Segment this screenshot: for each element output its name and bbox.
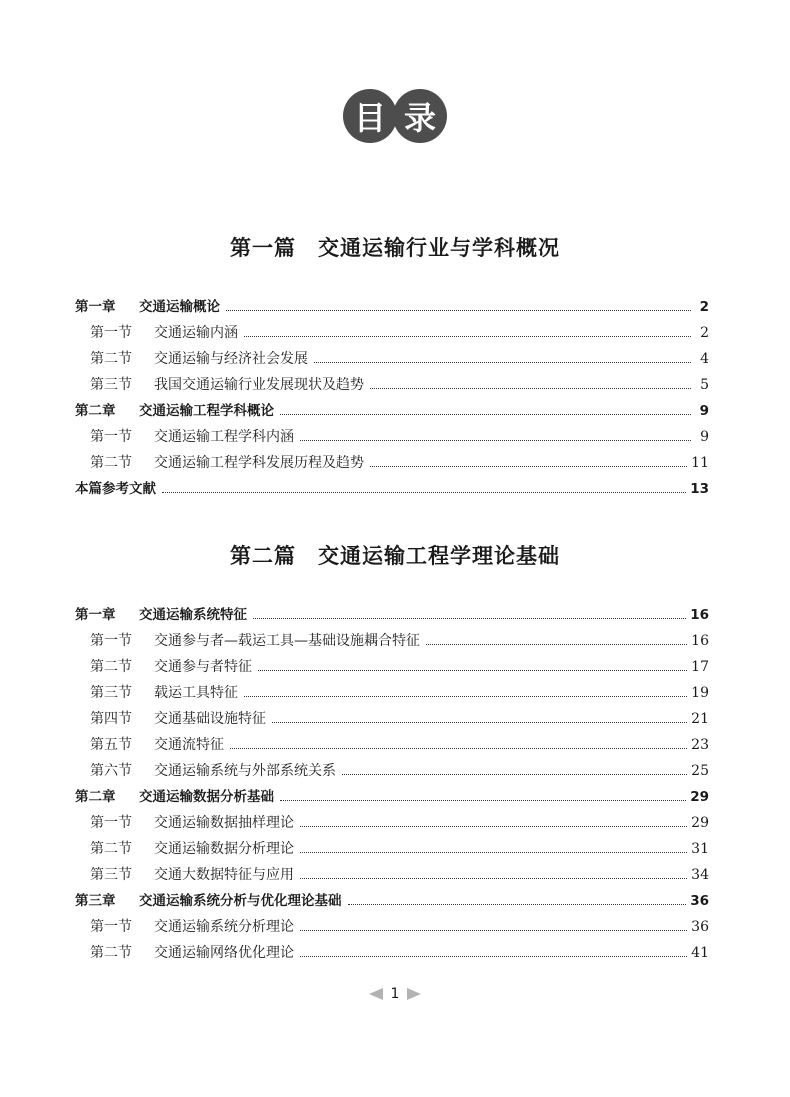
entry-title: 本篇参考文献 xyxy=(75,481,156,497)
entry-number: 第三章 xyxy=(75,893,116,909)
toc-chapter-entry[interactable] xyxy=(75,294,709,320)
entry-number: 第三节 xyxy=(90,867,132,883)
toc-section-entry[interactable] xyxy=(75,654,709,680)
entry-number: 第三节 xyxy=(90,685,132,701)
dot-leader xyxy=(300,930,687,931)
entry-page-number: 9 xyxy=(700,429,709,445)
entry-title: 交通流特征 xyxy=(154,737,224,753)
entry-title: 交通运输网络优化理论 xyxy=(154,945,294,961)
entry-number: 第一节 xyxy=(90,919,132,935)
entry-page-number: 16 xyxy=(690,607,709,623)
dot-leader xyxy=(230,748,687,749)
entry-title: 交通运输系统与外部系统关系 xyxy=(154,763,336,779)
entry-title: 交通运输工程学科概论 xyxy=(139,403,274,419)
entry-title: 交通运输工程学科内涵 xyxy=(154,429,294,445)
entry-number: 第一节 xyxy=(90,325,132,341)
entry-page-number: 9 xyxy=(699,403,709,419)
dot-leader xyxy=(253,618,686,619)
entry-number: 第二章 xyxy=(75,789,116,805)
title-char-2: 录 xyxy=(393,89,447,143)
triangle-left-icon xyxy=(369,988,383,1000)
part-number: 第一篇 xyxy=(230,235,296,260)
part-heading-2 xyxy=(0,540,790,570)
entry-number: 第一节 xyxy=(90,633,132,649)
dot-leader xyxy=(258,670,687,671)
part-name: 交通运输工程学理论基础 xyxy=(318,543,560,568)
toc-section-entry[interactable] xyxy=(75,372,709,398)
toc-section-entry[interactable] xyxy=(75,836,709,862)
entry-number: 第二节 xyxy=(90,455,132,471)
toc-section-entry[interactable] xyxy=(75,758,709,784)
entry-number: 第六节 xyxy=(90,763,132,779)
entry-number: 第二节 xyxy=(90,659,132,675)
toc-section-entry[interactable] xyxy=(75,732,709,758)
entry-number: 第一节 xyxy=(90,815,132,831)
entry-number: 第三节 xyxy=(90,377,132,393)
entry-title: 交通运输系统特征 xyxy=(139,607,247,623)
entry-title: 载运工具特征 xyxy=(154,685,238,701)
dot-leader xyxy=(300,956,687,957)
dot-leader xyxy=(300,826,687,827)
entry-title: 交通运输数据分析理论 xyxy=(154,841,294,857)
part-heading-1 xyxy=(0,232,790,262)
entry-title: 交通运输系统分析理论 xyxy=(154,919,294,935)
dot-leader xyxy=(370,466,687,467)
toc-section-entry[interactable] xyxy=(75,706,709,732)
toc-section-entry[interactable] xyxy=(75,450,709,476)
entry-page-number: 5 xyxy=(700,377,709,393)
dot-leader xyxy=(244,696,687,697)
entry-page-number: 31 xyxy=(691,841,709,857)
dot-leader xyxy=(300,878,687,879)
dot-leader xyxy=(162,492,686,493)
entry-page-number: 19 xyxy=(691,685,709,701)
entry-title: 交通基础设施特征 xyxy=(154,711,266,727)
dot-leader xyxy=(272,722,687,723)
part-name: 交通运输行业与学科概况 xyxy=(318,235,560,260)
entry-page-number: 2 xyxy=(699,299,709,315)
entry-number: 第二章 xyxy=(75,403,116,419)
entry-page-number: 36 xyxy=(691,919,709,935)
entry-page-number: 4 xyxy=(700,351,709,367)
page-number: 1 xyxy=(390,986,400,1002)
toc-section-entry[interactable] xyxy=(75,810,709,836)
entry-title: 交通大数据特征与应用 xyxy=(154,867,294,883)
entry-title: 交通运输工程学科发展历程及趋势 xyxy=(154,455,364,471)
toc-list-part-2 xyxy=(75,602,709,966)
entry-page-number: 21 xyxy=(691,711,709,727)
entry-number: 第二节 xyxy=(90,841,132,857)
toc-section-entry[interactable] xyxy=(75,914,709,940)
page-footer xyxy=(0,986,790,1002)
dot-leader xyxy=(370,388,691,389)
dot-leader xyxy=(280,800,686,801)
entry-page-number: 29 xyxy=(691,815,709,831)
entry-page-number: 36 xyxy=(690,893,709,909)
dot-leader xyxy=(342,774,687,775)
entry-title: 交通运输概论 xyxy=(139,299,220,315)
entry-page-number: 29 xyxy=(690,789,709,805)
dot-leader xyxy=(348,904,687,905)
toc-section-entry[interactable] xyxy=(75,628,709,654)
entry-title: 交通运输系统分析与优化理论基础 xyxy=(139,893,342,909)
entry-page-number: 25 xyxy=(691,763,709,779)
entry-number: 第一节 xyxy=(90,429,132,445)
entry-number: 第五节 xyxy=(90,737,132,753)
toc-section-entry[interactable] xyxy=(75,346,709,372)
dot-leader xyxy=(280,414,691,415)
entry-number: 第四节 xyxy=(90,711,132,727)
entry-title: 交通运输内涵 xyxy=(154,325,238,341)
entry-page-number: 11 xyxy=(691,455,709,471)
entry-number: 第一章 xyxy=(75,299,116,315)
entry-title: 交通运输数据抽样理论 xyxy=(154,815,294,831)
toc-chapter-entry[interactable] xyxy=(75,784,709,810)
toc-chapter-entry[interactable] xyxy=(75,888,709,914)
entry-page-number: 34 xyxy=(691,867,709,883)
toc-section-entry[interactable] xyxy=(75,940,709,966)
part-number: 第二篇 xyxy=(230,543,296,568)
entry-page-number: 17 xyxy=(691,659,709,675)
entry-title: 我国交通运输行业发展现状及趋势 xyxy=(154,377,364,393)
entry-page-number: 2 xyxy=(700,325,709,341)
dot-leader xyxy=(426,644,687,645)
dot-leader xyxy=(226,310,691,311)
title-char-1: 目 xyxy=(343,89,397,143)
toc-section-entry[interactable] xyxy=(75,320,709,346)
toc-chapter-entry[interactable] xyxy=(75,476,709,502)
toc-section-entry[interactable] xyxy=(75,424,709,450)
entry-page-number: 13 xyxy=(690,481,709,497)
entry-number: 第二节 xyxy=(90,351,132,367)
toc-chapter-entry[interactable] xyxy=(75,602,709,628)
toc-chapter-entry[interactable] xyxy=(75,398,709,424)
toc-section-entry[interactable] xyxy=(75,680,709,706)
dot-leader xyxy=(300,440,691,441)
triangle-right-icon xyxy=(407,988,421,1000)
entry-title: 交通运输与经济社会发展 xyxy=(154,351,308,367)
entry-number: 第一章 xyxy=(75,607,116,623)
entry-page-number: 23 xyxy=(691,737,709,753)
dot-leader xyxy=(300,852,687,853)
entry-title: 交通参与者—载运工具—基础设施耦合特征 xyxy=(154,633,420,649)
dot-leader xyxy=(314,362,691,363)
dot-leader xyxy=(244,336,691,337)
entry-page-number: 41 xyxy=(691,945,709,961)
entry-number: 第二节 xyxy=(90,945,132,961)
toc-section-entry[interactable] xyxy=(75,862,709,888)
entry-page-number: 16 xyxy=(691,633,709,649)
toc-title xyxy=(0,89,790,143)
toc-list-part-1 xyxy=(75,294,709,502)
entry-title: 交通参与者特征 xyxy=(154,659,252,675)
entry-title: 交通运输数据分析基础 xyxy=(139,789,274,805)
